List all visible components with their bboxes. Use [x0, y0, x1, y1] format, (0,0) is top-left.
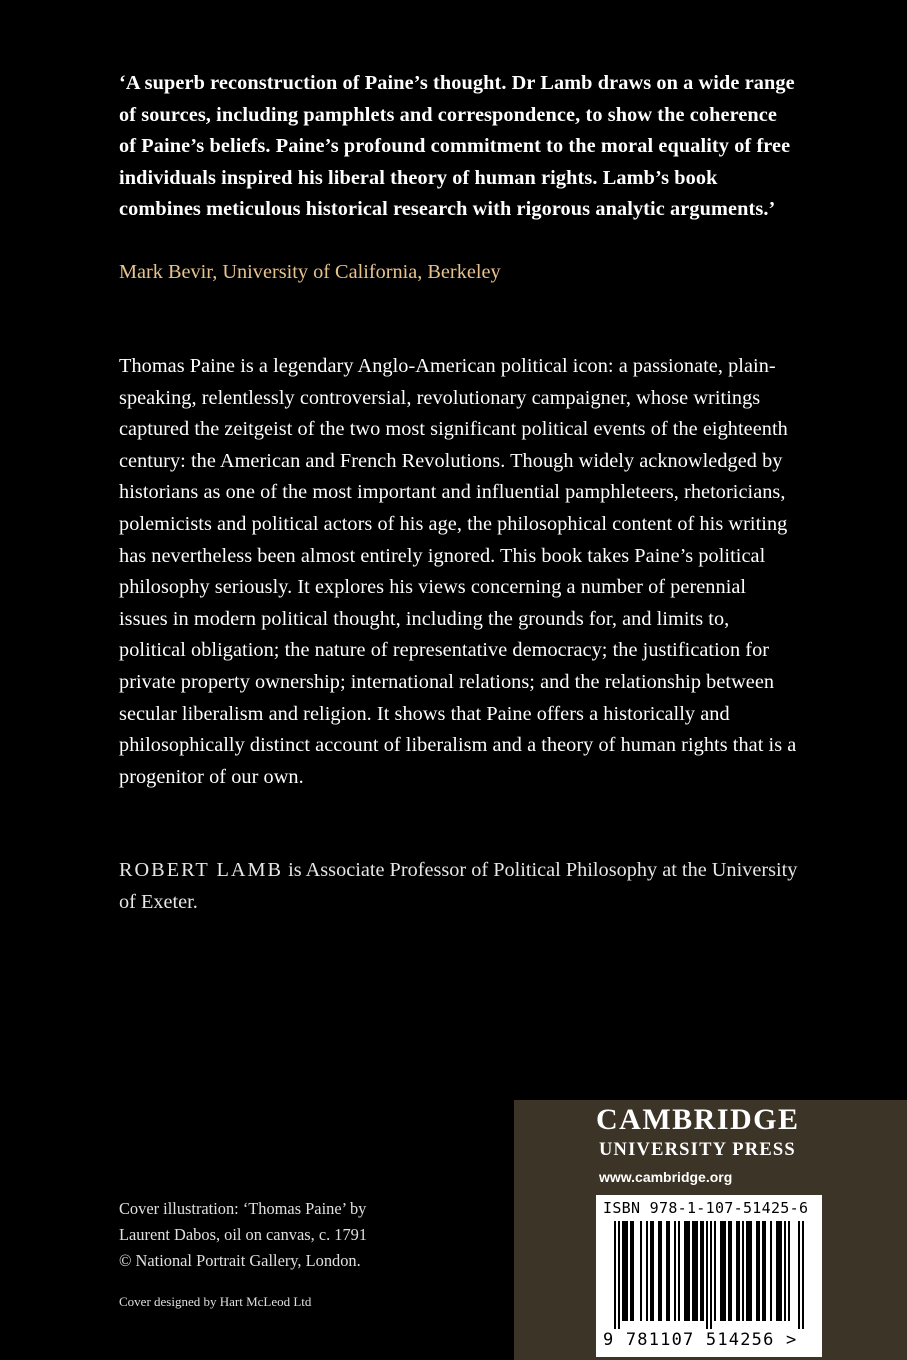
barcode-bar: [668, 1221, 670, 1321]
barcode-bar: [630, 1221, 632, 1321]
credit-line-2: Laurent Dabos, oil on canvas, c. 1791: [119, 1225, 368, 1244]
barcode-bar: [778, 1221, 780, 1321]
barcode-bar: [746, 1221, 748, 1321]
barcode-bar: [646, 1221, 648, 1321]
barcode-bar: [714, 1221, 716, 1321]
barcode: [596, 1221, 822, 1333]
barcode-bar: [686, 1221, 688, 1321]
barcode-bar: [692, 1221, 694, 1321]
publisher-logo: CAMBRIDGE: [596, 1103, 800, 1136]
cover-designer-credit: Cover designed by Hart McLeod Ltd: [119, 1294, 312, 1309]
barcode-bar: [640, 1221, 642, 1321]
barcode-bar: [652, 1221, 654, 1321]
barcode-bar: [678, 1221, 680, 1321]
barcode-bar: [780, 1221, 782, 1321]
credit-line-1: Cover illustration: ‘Thomas Paine’ by: [119, 1199, 367, 1218]
barcode-bar: [730, 1221, 732, 1321]
barcode-bar: [622, 1221, 624, 1321]
barcode-bar: [722, 1221, 724, 1321]
barcode-bar: [798, 1221, 800, 1329]
barcode-bar: [688, 1221, 690, 1321]
barcode-bar: [758, 1221, 760, 1321]
barcode-bar: [666, 1221, 668, 1321]
barcode-bar: [696, 1221, 698, 1321]
barcode-digits: 9 781107 514256 >: [603, 1330, 798, 1350]
barcode-bar: [650, 1221, 652, 1321]
barcode-bar: [738, 1221, 740, 1321]
barcode-bar: [748, 1221, 750, 1321]
cover-illustration-credit: [119, 1196, 419, 1274]
barcode-bar: [776, 1221, 778, 1321]
publisher-panel: [514, 1100, 907, 1360]
author-bio-text: is Associate Professor of Political Philosophy at the University of Exeter.: [119, 859, 798, 913]
barcode-bar: [624, 1221, 626, 1321]
barcode-bar: [764, 1221, 766, 1321]
barcode-bar: [762, 1221, 764, 1321]
barcode-bar: [660, 1221, 662, 1321]
barcode-bar: [788, 1221, 790, 1321]
endorsement-quote: ‘A superb reconstruction of Paine’s thought. Dr Lamb draws on a wide range of sources, including pamphlets and correspondence, to show the coherence of Paine’s beliefs. Paine’s profound commitment to the moral equality of free individuals inspired his liberal theory of human rights. Lamb’s book combines meticulous historical research with rigorous analytic arguments.’: [119, 72, 795, 220]
barcode-bar: [742, 1221, 744, 1321]
barcode-bar: [728, 1221, 730, 1321]
barcode-bar: [674, 1221, 676, 1321]
barcode-bar: [658, 1221, 660, 1321]
barcode-bar: [618, 1221, 620, 1329]
barcode-bar: [756, 1221, 758, 1321]
barcode-bar: [684, 1221, 686, 1321]
barcode-bar: [784, 1221, 786, 1321]
publisher-url: www.cambridge.org: [599, 1169, 733, 1185]
author-name: ROBERT LAMB: [119, 859, 284, 881]
endorsement-attribution: Mark Bevir, University of California, Berkeley: [119, 261, 501, 283]
barcode-bar: [700, 1221, 702, 1321]
barcode-bar: [770, 1221, 772, 1321]
barcode-box: [596, 1195, 822, 1357]
barcode-bar: [720, 1221, 722, 1321]
barcode-bar: [750, 1221, 752, 1321]
barcode-bar: [724, 1221, 726, 1321]
book-description: Thomas Paine is a legendary Anglo-American political icon: a passionate, plain-speaking, relentlessly controversial, revolutionary campaigner, whose writings captured the zeitgeist of the two most significant political events of the eighteenth century: the American and French Revolutions. Though widely acknowledged by historians as one of the most important and influential pamphleteers, rhetoricians, polemicists and political actors of his age, the philosophical content of his writing has nevertheless been almost entirely ignored. This book takes Paine’s political philosophy seriously. It explores his views concerning a number of perennial issues in modern political thought, including the grounds for, and limits to, political obligation; the nature of representative democracy; the justification for private property ownership; international relations; and the relationship between secular liberalism and religion. It shows that Paine offers a historically and philosophically distinct account of liberalism and a theory of human rights that is a progenitor of our own.: [119, 355, 797, 788]
barcode-bar: [626, 1221, 628, 1321]
barcode-bar: [802, 1221, 804, 1329]
barcode-bar: [702, 1221, 704, 1321]
barcode-bar: [706, 1221, 708, 1329]
barcode-bar: [694, 1221, 696, 1321]
publisher-subname: UNIVERSITY PRESS: [599, 1140, 796, 1160]
barcode-bar: [614, 1221, 616, 1329]
barcode-bar: [632, 1221, 634, 1321]
credit-line-3: © National Portrait Gallery, London.: [119, 1251, 361, 1270]
barcode-bar: [710, 1221, 712, 1329]
author-bio: [119, 855, 799, 918]
barcode-bar: [736, 1221, 738, 1321]
isbn-label: ISBN 978-1-107-51425-6: [603, 1199, 809, 1217]
